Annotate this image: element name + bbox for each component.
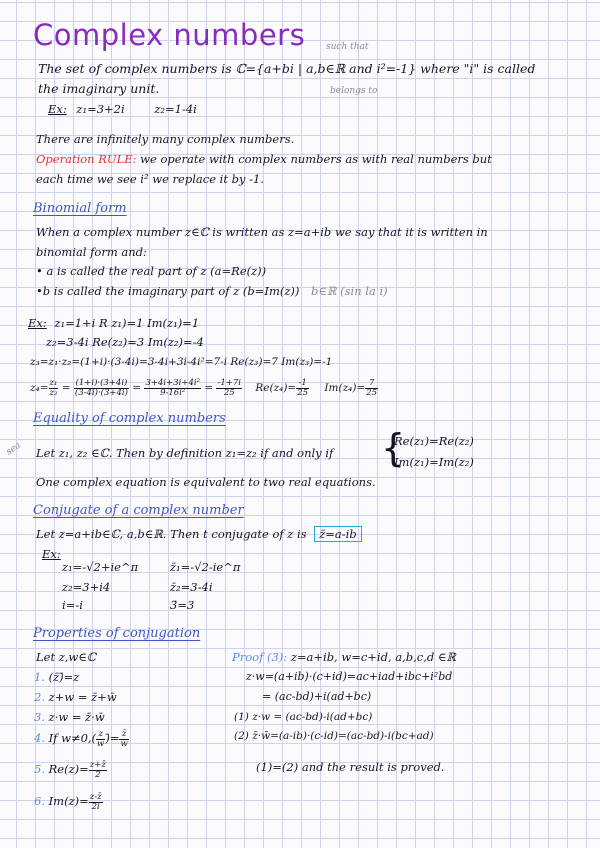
z4-frac-2 [74,379,129,398]
proof-line-2: z·w=(a+ib)·(c+id)=ac+iad+ibc+i²bd [246,670,453,683]
conjugate-example-label: Ex: [42,547,61,561]
section-heading-equality: Equality of complex numbers [33,411,226,426]
property-1-num: 1. [34,670,45,684]
property-4-text-a: If w≠0,( [48,731,97,745]
z4-im-den: 25 [366,387,378,398]
intro-line-2: the imaginary unit. [38,81,160,96]
infinite-statement: There are infinitely many complex numbers. [36,132,295,146]
z4-frac-4 [216,379,242,398]
conjugate-boxed-formula: z̄=a-ib [314,526,361,542]
page-title: Complex numbers [33,18,306,52]
property-2-text: z+w = z̄+w̄ [48,690,117,704]
binomial-example-row-1 [28,316,199,330]
property-4-num-2: z̄ [119,730,128,740]
z4-frac-3 [144,379,201,398]
margin-note: sea [4,440,23,458]
example-z1: z₁=3+2i [76,102,125,116]
brace-icon: { [381,426,406,470]
property-3-num: 3. [34,710,45,724]
conjugate-ex-2-left: z₂=3+i4 [62,580,111,594]
intro-text-a: The set of complex numbers is [38,61,236,76]
property-6-text: Im(z)= [48,794,89,808]
property-2 [34,690,117,704]
proof-line-4: (1) z·w = (ac-bd)-i(ad+bc) [234,711,373,723]
binomial-example-row-4: z₄= $\frac{\text{z₁}}{\text{z₂}}$ = $\frac{(1+i)\cdot(3+4i)}{(3-4i)\cdot(3+4i)}$ = $\frac{\text{3+4i+3i+4i²}}{\text{9-16i²}}$ = $\frac{-1+7i}{25}$ Re(z₄)= $\frac{-1}{25}$ Im(z₄)= $\frac{7}{25}$ [30,377,378,398]
z4-re-frac [296,379,309,398]
example-z2: z₂=1-4i [154,102,197,116]
property-5 [34,758,107,780]
proof-line-5: (2) z̄·w̄=(a-ib)·(c-id)=(ac-bd)-i(bc+ad) [234,730,434,742]
properties-let: Let z,w∈ℂ [36,650,96,664]
rule-label: Operation RULE: [36,152,137,166]
z4-lhs: z₄= [30,382,49,394]
proof-label: Proof (3): [232,650,288,664]
z4-im-label: Im(z₄)= [324,382,366,394]
property-4-den-2: w̄ [120,738,128,749]
z4-frac-3-num: 3+4i+3i+4i² [145,377,200,388]
proof-line-1-text: z=a+ib, w=c+id, a,b,c,d ∈ℝ [290,650,456,664]
z4-re-num: -1 [296,379,309,389]
z4-frac-4-num: -1+7i [217,377,242,388]
property-1 [34,670,79,684]
z4-frac-1-num: z₁ [49,377,58,388]
binomial-bullet-2-note: b∈ℝ (sin la i) [311,284,388,298]
z4-re-label: Re(z₄)= [255,382,297,394]
property-6-frac [89,793,103,812]
conjugate-ex-3-left: i=-i [62,598,83,612]
binomial-example-label: Ex: [28,316,47,330]
binomial-para-2: binomial form and: [36,245,147,259]
binomial-bullet-2 [36,284,388,298]
conjugate-ex-1-right: z̄₁=-√2-ie^π [170,560,241,574]
z4-im-num: 7 [365,379,378,389]
rule-text-1: we operate with complex numbers as with real numbers but [136,152,492,166]
property-4-frac-1 [96,730,105,749]
equality-cond-2: Im(z₁)=Im(z₂) [394,455,474,469]
property-5-numerator: z+z̄ [89,759,106,770]
section-heading-properties: Properties of conjugation [33,626,201,641]
binomial-example-row-2: z₂=3-4i Re(z₂)=3 Im(z₂)=-4 [46,335,204,349]
note-belongs-to: belongs to [330,86,378,96]
property-4-frac-2 [119,730,128,749]
z4-frac-2-den: (3-4i)·(3+4i) [74,387,128,398]
conjugate-ex-2-right: z̄₂=3-4i [170,580,213,594]
binomial-para-1: When a complex number z∈ℂ is written as z=a+ib we say that it is written in [36,225,488,239]
z4-frac-1 [49,379,59,398]
property-5-text: Re(z)= [48,762,89,776]
rule-line-2: each time we see i² we replace it by -1. [36,172,264,186]
binomial-example-row-3: z₃=z₁·z₂=(1+i)·(3-4i)=3-4i+3i-4i²=7-i Re(z₃)=7 Im(z₃)=-1 [30,356,333,368]
equality-equivalence: One complex equation is equivalent to two real equations. [36,475,376,489]
equality-cond-1: Re(z₁)=Re(z₂) [394,434,474,448]
property-2-num: 2. [34,690,45,704]
property-4-text-b: )̄= [105,731,120,745]
z4-frac-3-den: 9-16i² [160,387,186,398]
property-4-num: 4. [34,731,45,745]
conjugate-def: Let z=a+ib∈ℂ, a,b∈ℝ. Then t conjugate of z is [36,527,307,541]
property-6-num: 6. [34,794,45,808]
property-1-text: (z̄)̄=z [48,670,80,684]
rule-line-1 [36,152,492,166]
z4-frac-1-den: z₂ [49,387,58,398]
z4-im-frac [365,379,378,398]
property-5-frac [89,761,107,780]
property-4-num-1: z [96,730,105,740]
intro-example [48,102,197,116]
binomial-example-r1: z₁=1+i R z₁)=1 Im(z₁)=1 [54,316,200,330]
conjugate-text [36,527,362,541]
set-definition: ℂ={a+bi | a,b∈ℝ and i²=-1} [235,61,417,76]
binomial-bullet-1: • a is called the real part of z (a=Re(z)) [36,264,267,278]
section-heading-conjugate: Conjugate of a complex number [33,503,244,518]
proof-line-3: = (ac-bd)+i(ad+bc) [262,690,372,703]
conjugate-ex-3-right: 3̄=3 [170,598,195,612]
property-4-den-1: w [97,738,105,749]
property-5-num: 5. [34,762,45,776]
section-heading-binomial: Binomial form [33,201,127,216]
intro-line-1 [38,62,535,76]
property-6-denominator: 2i [91,801,100,812]
property-6 [34,790,103,812]
property-3 [34,710,105,724]
equality-text: Let z₁, z₂ ∈ℂ. Then by definition z₁=z₂ if and only if [36,446,334,460]
proof-conclusion: (1)=(2) and the result is proved. [256,760,445,774]
property-5-denominator: 2 [95,769,101,780]
conjugate-ex-1-left: z₁=-√2+ie^π [62,560,139,574]
intro-text-b: where "i" is called [416,61,536,76]
property-6-numerator: z-z̄ [89,791,102,802]
z4-re-den: 25 [297,387,309,398]
binomial-bullet-2-text: •b is called the imaginary part of z (b=Im(z)) [36,284,300,298]
property-3-text: z·w = z̄·w̄ [48,710,105,724]
z4-frac-4-den: 25 [223,387,235,398]
example-label: Ex: [48,102,67,116]
property-4 [34,727,129,749]
proof-line-1 [232,650,456,664]
z4-frac-2-num: (1+i)·(3+4i) [75,377,128,388]
note-such-that: such that [326,42,369,52]
